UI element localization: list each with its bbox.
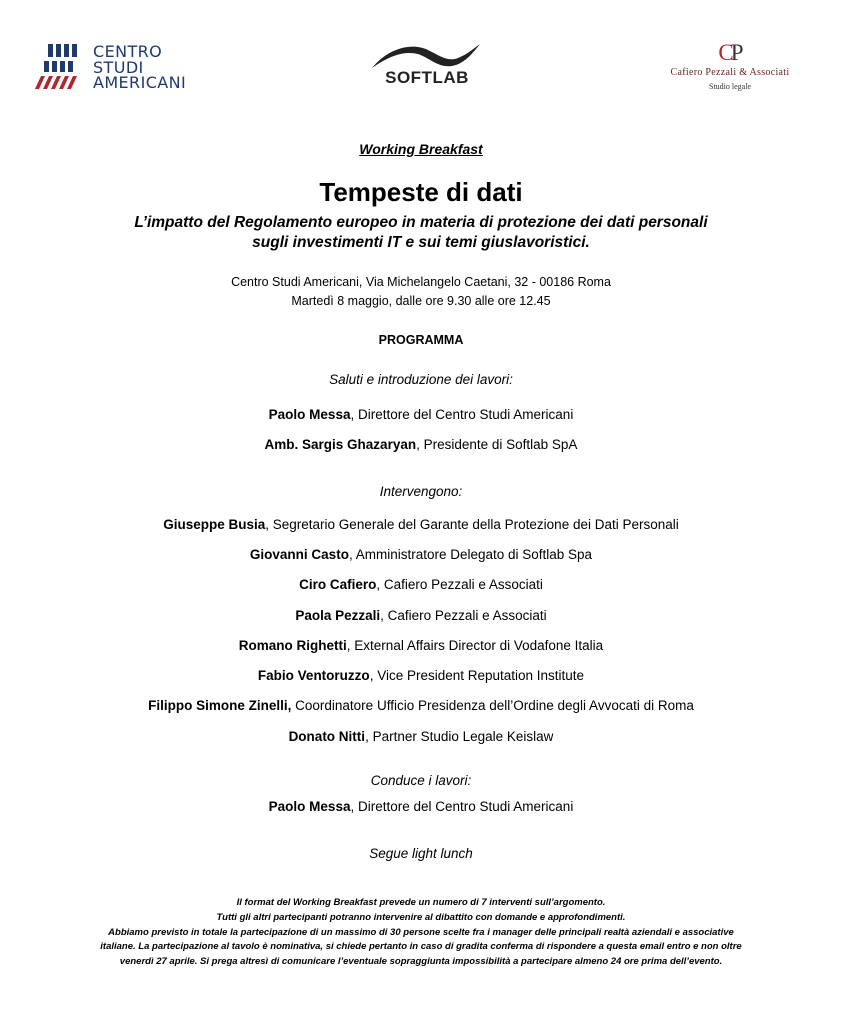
csa-line3: AMERICANI [93,73,187,92]
speaker-row [0,799,842,814]
softlab-logo [368,42,484,92]
speaker-name: Fabio Ventoruzzo [257,668,370,683]
speaker-role: , Amministratore Delegato di Softlab Spa [348,547,593,562]
speaker-role: , Cafiero Pezzali e Associati [380,608,547,623]
cpa-firm-name: Cafiero Pezzali & Associati [670,67,790,78]
footer-line: Tutti gli altri partecipanti potranno intervenire al dibattito con domande e approfondimenti. [216,911,626,923]
csa-wordmark [93,44,186,91]
speaker-name: Paolo Messa [268,799,351,814]
conduce-heading: Conduce i lavori: [370,773,472,788]
speaker-row [0,608,842,623]
speaker-role: , Presidente di Softlab SpA [416,437,578,452]
speaker-role: , Vice President Reputation Institute [369,668,585,683]
speaker-row [0,547,842,562]
speaker-name: Paolo Messa [268,407,351,422]
cpa-monogram: CP [718,40,744,65]
speaker-row [0,698,842,713]
footer-line: Abbiamo previsto in totale la partecipazione di un massimo di 30 persone scelte fra i manager delle principali realtà aziendali e associative [108,926,734,938]
event-date: Martedì 8 maggio, dalle ore 9.30 alle ore 12.45 [291,294,551,308]
csa-line2: STUDI [93,57,144,77]
speaker-role: , Direttore del Centro Studi Americani [350,407,574,422]
speaker-row [0,668,842,683]
speaker-name: Romano Righetti [238,638,347,653]
softlab-wordmark: SOFTLAB [385,68,469,87]
event-subtitle [0,213,842,253]
saluti-heading: Saluti e introduzione dei lavori: [329,372,513,387]
csa-line1: CENTRO [93,42,163,61]
speaker-row [0,729,842,744]
footer-notes [0,896,842,970]
speaker-row [0,638,842,653]
footer-line: Il format del Working Breakfast prevede un numero di 7 interventi sull’argomento. [236,897,606,908]
speaker-name: Ciro Cafiero [299,577,377,592]
speaker-role: , Direttore del Centro Studi Americani [350,799,574,814]
footer-line: italiane. La partecipazione al tavolo è nominativa, si chiede pertanto in caso di gradita conferma di rispondere a questa email entro e non oltre [100,941,742,953]
subtitle-line-2: sugli investimenti IT e sui temi giuslavoristici. [252,234,590,251]
centro-studi-americani-logo [33,42,203,94]
speaker-role: , Partner Studio Legale Keislaw [365,729,554,744]
speaker-name: Filippo Simone Zinelli, [148,698,292,713]
speaker-row [0,577,842,592]
speaker-name: Paola Pezzali [295,608,381,623]
speaker-role: , Segretario Generale del Garante della Protezione dei Dati Personali [265,517,679,532]
speaker-row [0,437,842,452]
footer-line: venerdì 27 aprile. Si prega altresì di comunicare l’eventuale sopraggiunta impossibilità a partecipare almeno 24 ore prima dell’evento. [119,956,723,968]
cafiero-pezzali-logo [655,40,805,96]
event-title: Tempeste di dati [319,177,523,207]
speaker-name: Giovanni Casto [249,547,349,562]
csa-emblem-icon [33,42,89,92]
venue-info [0,273,842,311]
subtitle-line-1: L’impatto del Regolamento europeo in materia di protezione dei dati personali [134,214,708,231]
speaker-name: Giuseppe Busia [163,517,266,532]
cpa-subtitle: Studio legale [709,82,751,91]
speaker-name: Amb. Sargis Ghazaryan [264,437,417,452]
speaker-row [0,517,842,532]
event-type: Working Breakfast [359,141,483,157]
venue-address: Centro Studi Americani, Via Michelangelo Caetani, 32 - 00186 Roma [231,275,611,289]
lunch-note: Segue light lunch [369,846,473,861]
speaker-role: , Cafiero Pezzali e Associati [376,577,543,592]
speaker-name: Donato Nitti [288,729,366,744]
speaker-role: , External Affairs Director di Vodafone Italia [346,638,604,653]
intervengono-heading: Intervengono: [379,484,463,499]
programma-heading: PROGRAMMA [378,333,464,347]
speaker-role: Coordinatore Ufficio Presidenza dell’Ordine degli Avvocati di Roma [291,698,694,713]
speaker-row [0,407,842,422]
